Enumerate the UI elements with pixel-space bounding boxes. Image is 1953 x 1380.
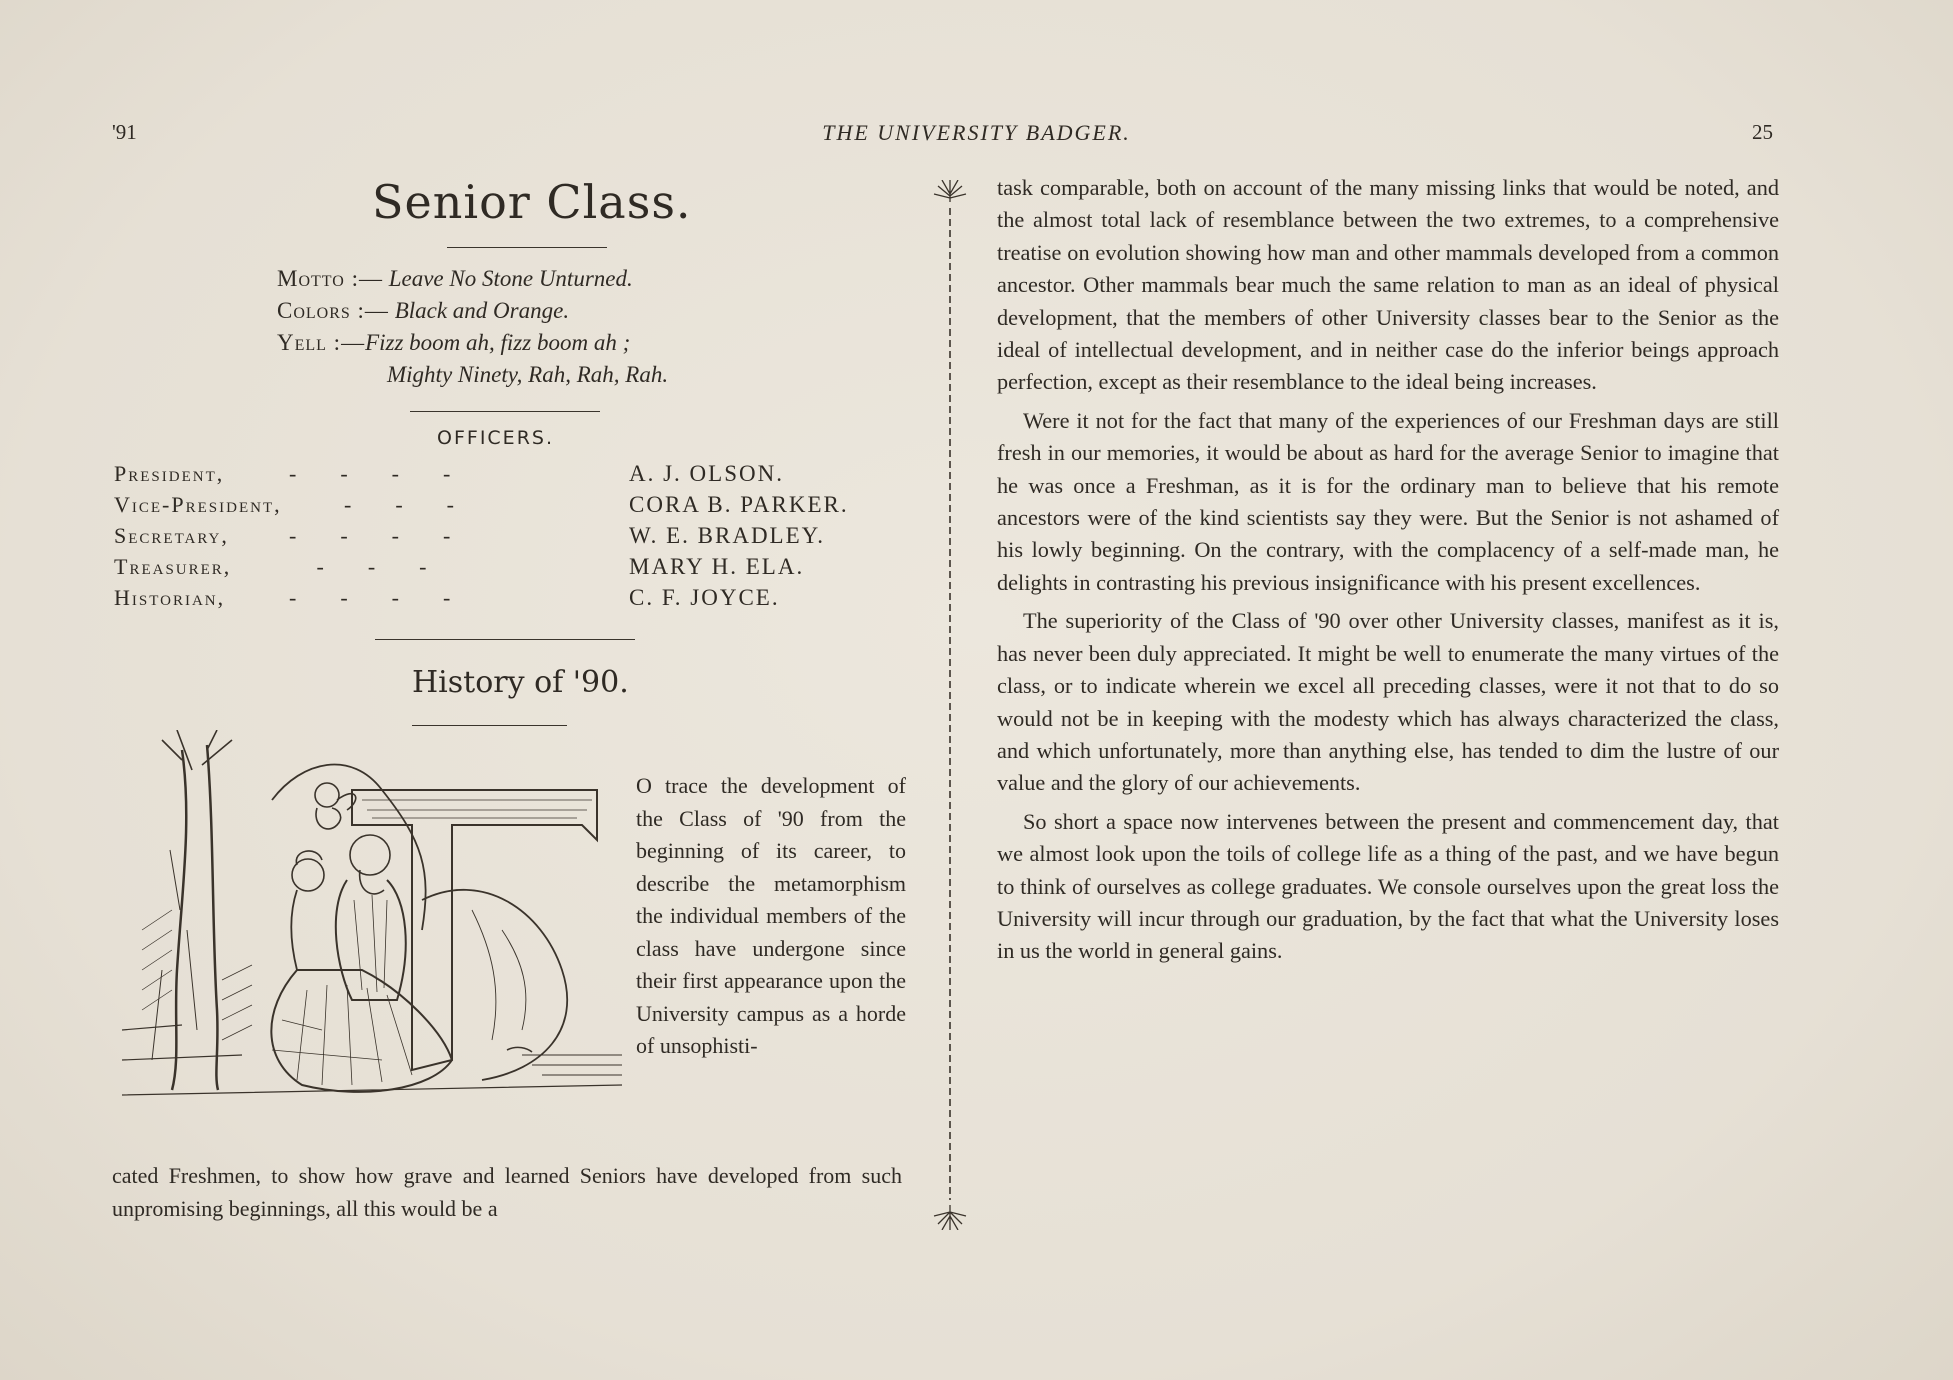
divider-rule [447, 247, 607, 248]
leader-dashes: - - - - [289, 461, 451, 486]
motto-text: Leave No Stone Unturned. [388, 266, 633, 291]
leader-dashes: - - - [344, 492, 454, 517]
officer-title: Vice-President, [114, 492, 282, 517]
page-number: 25 [1752, 120, 1773, 144]
officer-title: Secretary, [114, 523, 229, 548]
officer-title: Treasurer, [114, 554, 232, 579]
history-full-paragraph: cated Freshmen, to show how grave and learned Seniors have developed from such unpromising beginnings, all this would be a [112, 1163, 902, 1221]
history-continued-text [112, 1160, 902, 1225]
officer-row [114, 520, 914, 551]
officer-name: MARY H. ELA. [629, 554, 805, 579]
leader-dashes: - - - - [289, 585, 451, 610]
running-head-title: THE UNIVERSITY BADGER. [822, 120, 1131, 145]
body-paragraph: So short a space now intervenes between the present and commencement day, that we almost look upon the toils of college life as a thing of the past, and we have begun to think of ourselves as college graduates. We console ourselves upon the great loss the University will incur through our graduation, by the fact that what the University loses in us the world in general gains. [997, 808, 1779, 964]
colors-label: Colors :— [277, 298, 389, 323]
ornamental-column-divider [930, 180, 970, 1230]
yell-label: Yell :— [277, 330, 366, 355]
motto-block [277, 263, 668, 391]
leader-dashes: - - - [289, 554, 427, 579]
history-title: History of '90. [412, 665, 629, 700]
officer-title: President, [114, 461, 225, 486]
officer-row [114, 551, 914, 582]
officer-row [114, 582, 914, 613]
yell-line-2: Mighty Ninety, Rah, Rah, Rah. [387, 362, 669, 387]
body-paragraph: task comparable, both on account of the many missing links that would be noted, and the almost total lack of resemblance between the two extremes, to a comprehensive treatise on evolution showing how man and other mammals developed from a common ancestor. Other mammals bear much the same relation to man as an ideal of physical development, that the members of other University classes bear to the Senior as the ideal of intellectual development, and in neither case do the inferior beings approach perfection, except as their resemblance to the ideal being increases. [997, 175, 1779, 395]
motto-label: Motto :— [277, 266, 383, 291]
officer-name: C. F. JOYCE. [629, 585, 780, 610]
right-column [997, 172, 1779, 974]
senior-class-title: Senior Class. [372, 175, 692, 229]
divider-rule [412, 725, 567, 726]
officer-row [114, 458, 914, 489]
divider-rule [375, 639, 635, 640]
yell-line-1: Fizz boom ah, fizz boom ah ; [365, 330, 631, 355]
leader-dashes: - - - - [289, 523, 451, 548]
officers-heading: OFFICERS. [437, 427, 554, 449]
body-paragraph: The superiority of the Class of '90 over other University classes, manifest as it is, has never been duly appreciated. It might be well to enumerate the many virtues of the class, or to indicate wherein we excel all preceding classes, were it not that to do so would not be in keeping with the modesty which has always characterized the class, and which unfortunately, more than anything else, has tended to dim the lustre of our value and the glory of our achievements. [997, 608, 1779, 796]
officer-name: A. J. OLSON. [629, 461, 784, 486]
officers-list [114, 458, 914, 613]
history-narrow-paragraph: O trace the development of the Class of '90 from the beginning of its career, to describe the metamorphism the individual members of the class have undergone since their first appearance upon the University campus as a horde of unsophisti- [636, 773, 906, 1058]
colors-text: Black and Orange. [394, 298, 570, 323]
body-paragraph: Were it not for the fact that many of the experiences of our Freshman days are still fresh in our memories, it would be about as hard for the average Senior to imagine that he was once a Freshman, as it is for the ordinary man to believe that his remote ancestors were of the kind scientists say they were. But the Senior is not ashamed of his lowly beginning. On the contrary, with the complacency of a self-made man, he delights in contrasting his previous insignificance with his present excellences. [997, 407, 1779, 595]
officer-name: W. E. BRADLEY. [629, 523, 826, 548]
officer-row [114, 489, 914, 520]
running-head [0, 120, 1953, 150]
history-intro-text [636, 770, 906, 1063]
divider-rule [410, 411, 600, 412]
running-head-left: '91 [112, 120, 137, 144]
engraved-initial-illustration [122, 730, 637, 1120]
officer-title: Historian, [114, 585, 226, 610]
officer-name: CORA B. PARKER. [629, 492, 849, 517]
